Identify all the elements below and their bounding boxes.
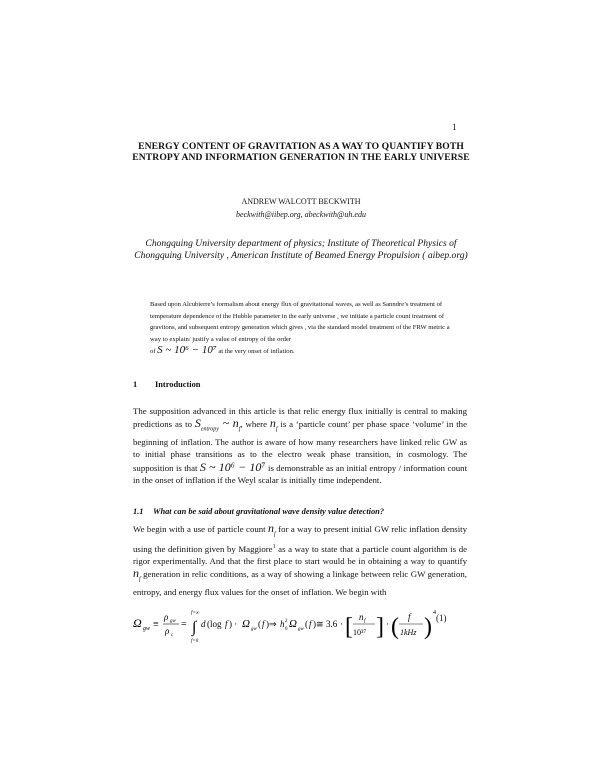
paper-title: ENERGY CONTENT OF GRAVITATION AS A WAY TO QUANTIFY BOTH ENTROPY AND INFORMATION GENERATION IN THE EARLY UNIVERSE [132,141,470,164]
svg-text:n: n [359,612,364,622]
author-email: beckwith@iibep.org, abeckwith@uh.edu [236,210,366,219]
svg-text:)≅: )≅ [313,619,324,629]
intro-text-b: , where [240,419,267,430]
svg-text:Ω: Ω [289,618,297,630]
abstract-of: of [150,348,156,355]
maggiore-ref[interactable]: 1 [272,543,276,550]
subsection-number: 1.1 [133,507,144,516]
author-affiliation: Chongquing University department of physics; Institute of Theoretical Physics of Chongquing University , American Institute of Beamed Energy Propulsion ( aibep.org) [134,238,468,261]
svg-text:≡: ≡ [153,619,159,630]
svg-text:f: f [309,619,312,629]
svg-text:): ) [424,614,432,640]
equation-1-svg [133,606,467,646]
svg-text:(log: (log [207,619,222,629]
svg-text:f=∞: f=∞ [191,611,200,616]
abstract-text: Based upon Alcubierre’s formalism about energy flux of gravitational waves, as well as Sanndre’s treatment of temperature dependence of the Hubble parameter in the early universe , we initiate a particle count treatment of gravitons, and subsequent entropy generation which gives , via the standard model treatment of the FRW metric a way to explain/ justify a value of entropy of the order [150,301,450,343]
svg-text:f: f [408,612,411,622]
section-heading [133,380,200,389]
author-name: ANDREW WALCOTT BECKWITH [241,197,361,206]
intro-paragraph [133,405,467,486]
section-number: 1 [133,380,138,389]
equation-number: (1) [436,613,447,623]
gw-text-b: for a way to present initial GW relic inflation density using the definition given by Maggiore [133,524,467,554]
svg-text:f=0: f=0 [191,639,199,644]
gw-text-d: generation in relic conditions, as a way of showing a linkage between relic GW generation, entropy, and energy flux values for the onset of inflation. We begin with [133,569,467,597]
svg-text:ρ: ρ [165,626,170,636]
svg-text:2: 2 [285,619,288,624]
svg-text:·: · [340,619,343,629]
entropy-symbol: $S_{entropy}$ ~ $n_f$ [194,416,241,433]
svg-text:ρ: ρ [164,612,169,622]
equation-1 [133,606,467,646]
svg-text:·: · [386,619,389,629]
svg-text:[: [ [345,614,353,640]
svg-text:h: h [280,619,285,629]
abstract-entropy-math: S ~ 10⁶ − 10⁷ [157,344,217,356]
subsection-heading [133,507,384,516]
entropy-range-math: S ~ 10⁶ − 10⁷ [199,459,266,474]
svg-text:(: ( [258,619,261,629]
abstract [150,299,460,358]
svg-text:]: ] [376,614,384,640]
eq-exp-nf: 10³⁷ [353,628,367,637]
abstract-tail: at the very onset of inflation. [218,348,295,355]
svg-text:f: f [225,619,228,629]
svg-text:0: 0 [285,627,288,632]
subsection-title: What can be said about gravitational wave density value detection? [153,507,385,516]
svg-text:Ω: Ω [133,616,142,630]
nf-symbol-2: $n_f$ [268,521,276,538]
svg-text:(: ( [391,614,399,640]
svg-text:gw: gw [143,626,151,632]
svg-text:Ω: Ω [242,618,250,630]
eq-freq-unit: 1kHz [400,628,417,637]
intro-text-d: is demonstrable as an initial entropy / information count in the onset of inflation if the Weyl scalar is initially time independent. [133,462,468,485]
svg-text:) ·: ) · [229,619,238,629]
svg-text:gw: gw [251,627,257,632]
intro-text-a: The supposition advanced in this article is that relic energy flux initially is central to making predictions as to [133,406,467,430]
svg-text:(: ( [305,619,308,629]
svg-text:gw: gw [170,619,176,624]
svg-text:gw: gw [298,627,304,632]
svg-text:d: d [201,619,206,629]
svg-text:c: c [171,633,174,638]
gw-text-c: as a way to state that a particle count algorithm is de rigor experimentally. And that the first place to start would be in obtaining a way to quantify [133,543,467,566]
gw-density-paragraph [133,522,467,598]
eq-power: 4 [433,610,436,616]
gw-text-a: We begin with a use of particle count [133,524,266,534]
eq-constant: 3.6 [326,619,338,629]
svg-text:=: = [181,619,187,630]
svg-text:f: f [364,619,366,624]
svg-text:)⇒: )⇒ [266,619,277,629]
nf-symbol-3: $n_f$ [133,566,141,583]
svg-text:f: f [262,619,265,629]
section-title: Introduction [155,380,201,389]
intro-text-c: is a ‘particle count’ per phase space ‘volume’ in the beginning of inflation. The author is aware of how many researchers have linked relic GW as to initial phase transitions as to the electro weak phase transition, in cosmology. The supposition is that [133,419,467,473]
page-number: 1 [452,122,457,132]
svg-text:∫: ∫ [192,619,197,636]
nf-symbol: $n_f$ [269,416,278,433]
